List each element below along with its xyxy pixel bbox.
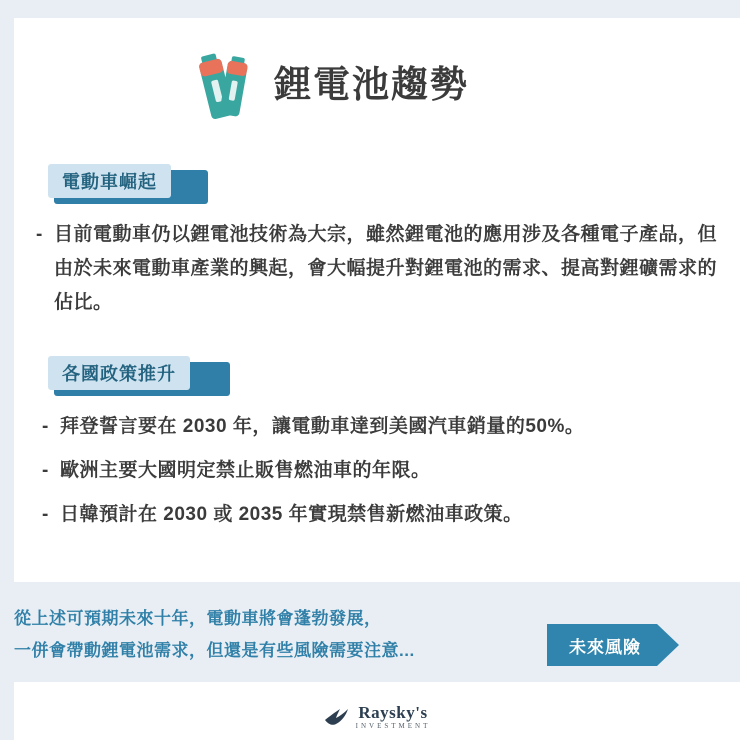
next-section-button-body[interactable] [547, 624, 657, 666]
logo-text [356, 704, 431, 730]
footer-summary-line2: 一併會帶動鋰電池需求，但還是有些風險需要注意... [14, 641, 415, 660]
slide-content [14, 18, 740, 740]
battery-icon [196, 46, 252, 122]
list-item [36, 218, 726, 320]
bullet-dash: - [42, 460, 49, 481]
section-bullets-1 [36, 218, 726, 330]
section-tag-label: 電動車崛起 [62, 172, 157, 192]
tag-body [48, 356, 190, 390]
logo-sub-text: INVESTMENT [355, 722, 431, 730]
bird-icon [324, 706, 350, 728]
footer-summary-line1: 從上述可預期未來十年，電動車將會蓬勃發展， [14, 609, 382, 628]
page-title: 鋰電池趨勢 [274, 63, 469, 105]
section-tag-1 [48, 164, 171, 198]
left-band [0, 0, 14, 740]
bullet-dash: - [42, 416, 49, 437]
bullet-dash: - [42, 504, 49, 525]
section-tag-2 [48, 356, 190, 390]
title-row [196, 46, 469, 122]
bullet-text: 歐洲主要大國明定禁止販售燃油車的年限。 [60, 460, 431, 481]
bullet-text: 目前電動車仍以鋰電池技術為大宗，雖然鋰電池的應用涉及各種電子產品，但由於未來電動車產業的興起，會大幅提升對鋰電池的需求、提高對鋰礦需求的佔比。 [54, 224, 718, 313]
list-item [42, 498, 732, 532]
list-item [42, 410, 732, 444]
tag-body [48, 164, 171, 198]
brand-logo [14, 704, 740, 730]
list-item [42, 454, 732, 488]
top-band [0, 0, 740, 18]
next-section-button[interactable] [547, 624, 679, 666]
logo-main-text: Raysky's [358, 703, 428, 722]
arrow-right-icon [657, 624, 679, 666]
next-section-label: 未來風險 [569, 637, 641, 657]
section-bullets-2 [42, 410, 732, 542]
bullet-dash: - [36, 224, 43, 245]
bullet-text: 日韓預計在 2030 或 2035 年實現禁售新燃油車政策。 [60, 504, 523, 525]
section-tag-label: 各國政策推升 [62, 364, 176, 384]
footer-summary [14, 603, 514, 667]
bullet-text: 拜登誓言要在 2030 年，讓電動車達到美國汽車銷量的50%。 [60, 416, 585, 437]
